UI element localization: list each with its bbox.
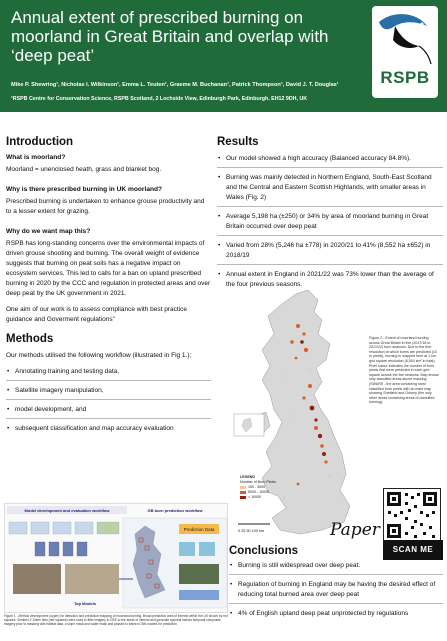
diagram-title-left: Model development and evaluation workflow xyxy=(24,508,110,513)
list-item: • Satellite imagery manipulation, xyxy=(6,386,211,400)
legend-title: LEGEND xyxy=(240,475,255,479)
great-britain-map-graphic xyxy=(226,286,366,546)
figure2-caption: Figure 2 - Extent of moorland burning across Great Britain in five (2017/18 to 2021/22) burn seasons. Due to the fine resolution at which burns are predicted (10 m pixels), burning is mapped here at 1 km grid square resolution (6,504 km² in total). Pixel colour indicates the number of burn pixels that were predicted in each grid square across the five seasons. Map shows only classified areas above masking (SWARE - the area containing most classified burn pixels with an inset map showing Shetland and Orkney (the only other areas containing areas of classified burning). xyxy=(369,336,439,405)
logo-text: RSPB xyxy=(380,68,430,87)
answer-moorland: Moorland = unenclosed heath, grass and blanket bog. xyxy=(6,166,162,173)
diagram-title-right: GB burn prediction workflow xyxy=(147,508,203,513)
author-list: Mike P. Shewring¹, Nicholas I. Wilkinson¹, Emma L. Teuten¹, Graeme M. Buchanan¹, Patrick Thompson¹, David J. T. Douglas¹ xyxy=(11,82,339,88)
left-column xyxy=(6,136,211,439)
list-item: • Average 5,198 ha (±250) or 34% by area of moorland burning in Great Britain occurred over deep peat xyxy=(217,212,443,236)
workflow-diagram xyxy=(4,503,228,613)
diagram-label-prediction: Prediction Data xyxy=(183,527,215,532)
scan-me-button[interactable]: SCAN ME xyxy=(383,540,443,560)
list-item: • Varied from 28% (5,246 ha ±778) in 2020/21 to 41% (8,552 ha ±652) in 2018/19 xyxy=(217,241,443,265)
legend-swatch xyxy=(240,486,246,489)
answer-burning: Prescribed burning is undertaken to enhance grouse productivity and to a lesser extent for grazing. xyxy=(6,198,205,215)
affiliation: ¹RSPB Centre for Conservation Science, RSPB Scotland, 2 Lochside View, Edinburgh Park, Edinburgh, EH12 9DH, UK xyxy=(11,96,308,102)
results-heading: Results xyxy=(217,136,259,148)
map-scale-label: 0 25 50 100 km xyxy=(238,529,265,533)
map-legend xyxy=(240,475,320,500)
results-list xyxy=(217,154,443,290)
list-item: • Burning was mainly detected in Northern England, South-East Scotland and the Central and Eastern Scottish Highlands, with smaller areas in Wales (Fig. 2) xyxy=(217,173,443,207)
introduction-heading: Introduction xyxy=(6,136,74,148)
header-banner xyxy=(0,0,447,112)
answer-map: RSPB has long-standing concerns over the environmental impacts of driven grouse shooting and burning. The overall weight of evidence suggests that burning on peat soils has a negative impact on ecosystem services. This led to calls for a ban on upland prescribed burning in 2020 by the CCC and regulation in protected areas and over deep peat by the UK government in 2021. xyxy=(6,240,211,297)
legend-item xyxy=(240,495,320,500)
gb-burning-map xyxy=(226,286,366,546)
list-item: • Annotating training and testing data, xyxy=(6,367,211,381)
legend-subtitle: Number of Burn Pixels xyxy=(240,480,276,484)
list-item: • Regulation of burning in England may be having the desired effect of reducing total burned area over deep peat xyxy=(229,580,443,604)
right-column xyxy=(217,136,443,295)
list-item: • Burning is still widespread over deep peat. xyxy=(229,561,443,575)
question-burning: Why is there prescribed burning in UK moorland? xyxy=(6,186,163,193)
paper-label: Paper xyxy=(330,520,380,540)
legend-swatch xyxy=(240,491,246,494)
avocet-bird-icon xyxy=(375,10,435,68)
aim-statement: One aim of our work is to assess compliance with best practice guidance and Goverment regulations" xyxy=(6,306,187,323)
question-moorland: What is moorland? xyxy=(6,154,66,161)
diagram-label-top-models: Top Models xyxy=(74,601,96,606)
conclusions-list xyxy=(229,561,443,619)
list-item: • Annual extent in England in 2021/22 was 73% lower than the average of the four previous seasons. xyxy=(217,270,443,290)
list-item: • 4% of English upland deep peat unprotected by regulations xyxy=(229,609,443,619)
methods-list xyxy=(6,367,211,434)
rspb-logo xyxy=(372,6,438,98)
methods-intro: Our methods utilised the following workflow (illustrated in Fig 1.); xyxy=(6,352,192,359)
poster-title: Annual extent of prescribed burning on moorland in Great Britain and overlap with ‘deep peat’ xyxy=(11,8,329,65)
legend-label: 100 - 5000 xyxy=(248,485,266,489)
list-item: • Our model showed a high accuracy (Balanced accuracy 84.8%). xyxy=(217,154,443,168)
list-item: • model development, and xyxy=(6,405,211,419)
conclusions-section xyxy=(229,545,443,624)
legend-label: 5000 - 10000 xyxy=(248,490,270,494)
qr-code[interactable] xyxy=(383,488,441,546)
legend-swatch xyxy=(240,496,246,499)
conclusions-heading: Conclusions xyxy=(229,545,299,557)
legend-label: > 10000 xyxy=(248,495,262,499)
question-map: Why do we want map this? xyxy=(6,228,91,235)
methods-heading: Methods xyxy=(6,333,54,345)
list-item: • subsequent classification and map accuracy evaluation xyxy=(6,424,211,434)
qr-code-icon xyxy=(384,489,440,541)
workflow-diagram-graphic xyxy=(5,504,229,614)
figure1-caption: Figure 1 - Method development (upper) for detection and prediction mapping of moorland burning. Broad prediction area of interest within the UK shown by red squares. Sentinel-2 10km² tiles (red squares) were used to filter imagery in GEE to the areas of interest and generate spectral indices temporal composite imagery prior to masking with habitat data, a slope mask and water mask and passed to trained CNN models for prediction. xyxy=(4,614,228,626)
